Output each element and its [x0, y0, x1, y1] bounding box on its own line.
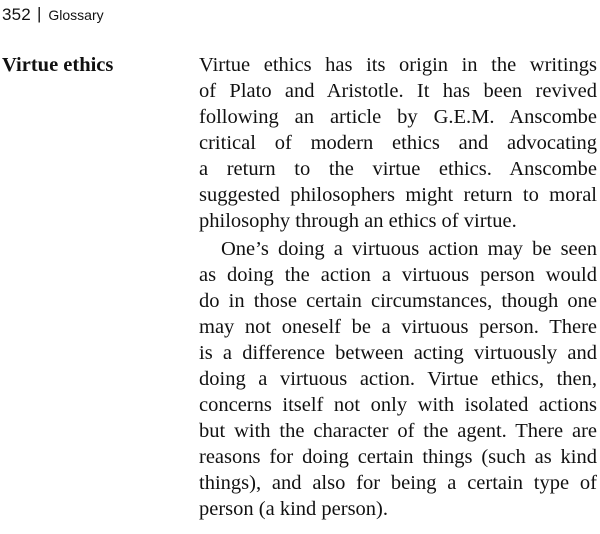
- text-line: but with the character of the agent. There are: [199, 420, 597, 442]
- text-line: suggested philosophers might return to moral: [199, 184, 597, 206]
- text-line: critical of modern ethics and advocating: [199, 132, 597, 154]
- text-line: of Plato and Aristotle. It has been revived: [199, 80, 597, 102]
- text-line: person (a kind person).: [199, 498, 389, 520]
- glossary-term: Virtue ethics: [2, 54, 114, 76]
- text-line: Virtue ethics has its origin in the writings: [199, 54, 597, 76]
- text-line: may not oneself be a virtuous person. There: [199, 316, 597, 338]
- section-label: Glossary: [48, 7, 104, 23]
- text-line: philosophy through an ethics of virtue.: [199, 210, 517, 232]
- text-line: is a difference between acting virtuously and: [199, 342, 597, 364]
- text-line: doing a virtuous action. Virtue ethics, then,: [199, 368, 597, 390]
- text-line: One’s doing a virtuous action may be seen: [221, 238, 597, 260]
- glossary-definition: [199, 52, 597, 522]
- text-line: things), and also for being a certain type of: [199, 472, 597, 494]
- text-line: concerns itself not only with isolated actions: [199, 394, 597, 416]
- text-line: do in those certain circumstances, though one: [199, 290, 597, 312]
- running-head: [2, 2, 104, 28]
- definition-paragraph: [199, 52, 597, 234]
- text-line: following an article by G.E.M. Anscombe: [199, 106, 597, 128]
- text-line: a return to the virtue ethics. Anscombe: [199, 158, 597, 180]
- page-number: 352: [2, 5, 31, 24]
- text-line: as doing the action a virtuous person would: [199, 264, 597, 286]
- definition-paragraph: [199, 236, 597, 522]
- header-divider: |: [36, 4, 42, 23]
- text-line: reasons for doing certain things (such as kind: [199, 446, 597, 468]
